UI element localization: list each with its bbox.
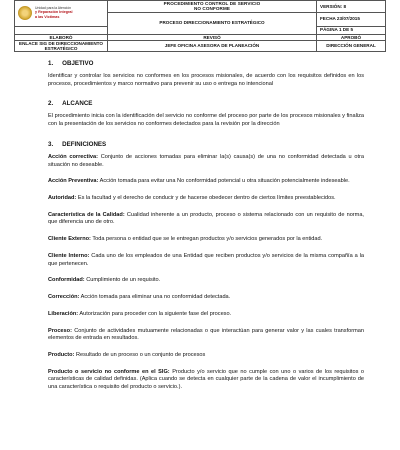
logo-cell [15, 1, 108, 27]
definition-term: Producto: [48, 351, 75, 358]
definition-item [48, 195, 364, 203]
entity-logo [18, 3, 104, 23]
reviso-value: JEFE OFICINA ASESORA DE PLANEACIÓN [108, 40, 317, 52]
definition-term: Acción Preventiva: [48, 178, 99, 185]
definition-text: Cualidad inherente a un producto, proceso o sistema relacionado con un requisito de norma, que diferencia uno de otro. [48, 211, 364, 226]
definition-term: Característica de la Calidad: [48, 211, 125, 218]
definition-item [48, 178, 364, 186]
section-heading-objetivo: 1. OBJETIVO [48, 60, 94, 67]
definition-item [48, 294, 364, 302]
definition-item [48, 352, 364, 360]
page-number: PÁGINA 1 DE 5 [317, 26, 386, 34]
objetivo-text: Identificar y controlar los servicios no conformes en los procesos misionales, de acuerdo con los requisitos definidos en los procesos, procedimientos y marco normativo para prevenir su uso o entrega no intencional [48, 73, 364, 87]
document-body [48, 60, 364, 401]
definition-text: Cumplimiento de un requisito. [84, 277, 161, 284]
definition-item [48, 277, 364, 285]
definition-term: Autoridad: [48, 195, 77, 202]
aprobo-value: DIRECCIÓN GENERAL [317, 40, 386, 52]
date-label: FECHA 23/07/2015 [317, 12, 386, 26]
aprobo-header: APROBÓ [317, 34, 386, 40]
definition-text: Acción tomada para evitar una No conformidad potencial u otra situación potencialmente indeseable. [98, 178, 350, 185]
definition-text: Conjunto de acciones tomadas para eliminar la(s) causa(s) de una no conformidad detectada u otra situación no deseable. [48, 153, 364, 168]
definition-term: Acción correctiva: [48, 153, 98, 160]
definition-text: Acción tomada para eliminar una no conformidad detectada. [79, 294, 231, 301]
definition-item [48, 236, 364, 244]
definition-term: Producto o servicio no conforme en el SIG: [48, 368, 170, 375]
section-heading-definiciones: 3. DEFINICIONES [48, 140, 107, 148]
logo-text-line3: a las Víctimas [35, 15, 60, 20]
definition-item [48, 212, 364, 227]
definition-term: Conformidad: [48, 277, 85, 284]
definition-item [48, 311, 364, 319]
definitions-list [48, 154, 364, 392]
definition-text: Cada uno de los empleados de una Entidad que reciben productos y/o servicios de la misma compañía a la que pertenecen. [48, 252, 364, 267]
definition-text: Autorización para proceder con la siguiente fase del proceso. [78, 310, 232, 317]
definition-term: Liberación: [48, 310, 79, 317]
definition-item [48, 253, 364, 268]
alcance-text: El procedimiento inicia con la identificación del servicio no conforme del proceso por parte de los procesos misionales y finaliza con la presentación de los servicios no conformes detectados para la revisión por la dirección [48, 113, 364, 128]
document-header-table [14, 0, 386, 52]
seal-icon [18, 6, 32, 20]
definition-text: Resultado de un proceso o un conjunto de procesos [74, 351, 206, 358]
elaboro-header: ELABORÓ [15, 34, 108, 40]
process-subtitle: PROCESO DIRECCIONAMIENTO ESTRATÉGICO [108, 12, 317, 34]
definition-text: Es la facultad y el derecho de conducir y de hacerse obedecer dentro de ciertos límites preestablecidos. [76, 195, 336, 202]
definition-item [48, 369, 364, 392]
logo-text-line1: Unidad para la Atención [35, 5, 72, 10]
definition-text: Conjunto de actividades mutuamente relacionadas o que interactúan para generar valor y las cuales transforman elementos de entrada en resultados. [48, 327, 364, 342]
reviso-header: REVISÓ [108, 34, 317, 40]
section-heading-alcance: 2. ALCANCE [48, 100, 93, 108]
document-title: PROCEDIMIENTO CONTROL DE SERVICIO NO CONFORME [108, 1, 317, 13]
definition-text: Toda persona o entidad que se le entregan productos y/o servicios generados por la entidad. [90, 236, 323, 243]
definition-text: Producto y/o servicio que no cumple con uno o varios de los requisitos o características de calidad definidas. (Aplica cuando se detecta en cualquier parte de la cadena de valor el incumplimiento de una característica o requisito del producto o servicio.). [48, 368, 364, 391]
definition-item [48, 154, 364, 169]
definition-term: Corrección: [48, 294, 80, 301]
definition-term: Cliente Interno: [48, 252, 90, 259]
definition-term: Cliente Externo: [48, 236, 91, 243]
definition-term: Proceso: [48, 327, 72, 334]
version-label: VERSIÓN: 8 [317, 1, 386, 13]
definition-item [48, 328, 364, 343]
elaboro-value: ENLACE SIG DE DIRECCIONAMIENTO ESTRATÉGICO [15, 40, 108, 52]
logo-text-line2: y Reparación Integral [35, 10, 73, 15]
